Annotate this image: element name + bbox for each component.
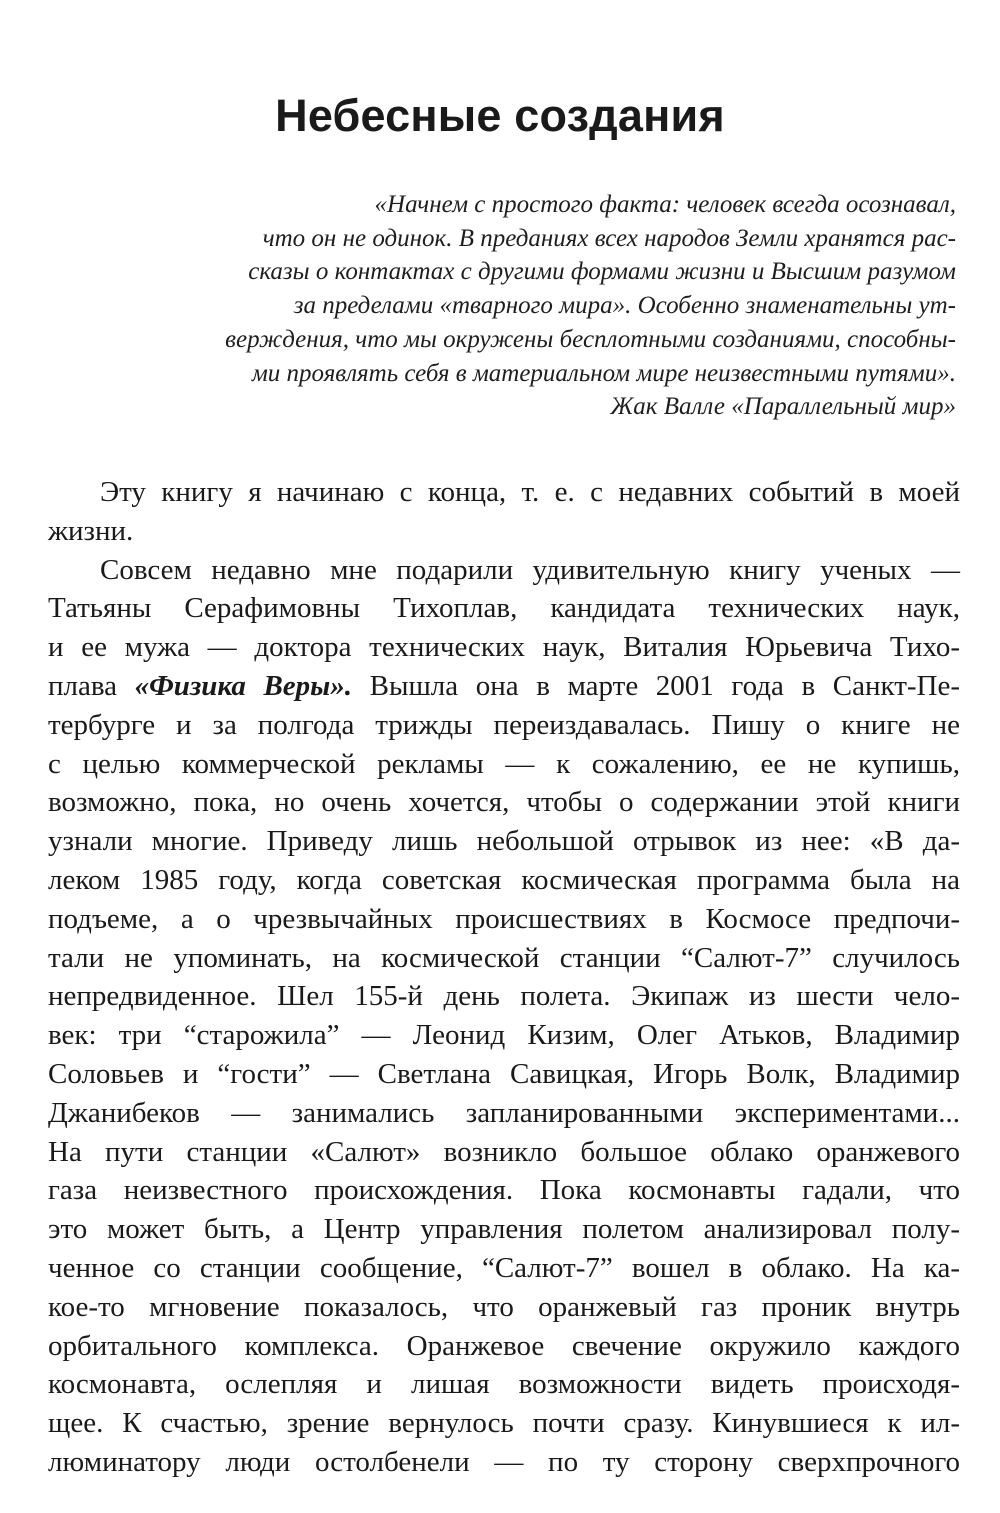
paragraph-2-line: и ее мужа — доктора технических наук, Виталия Юрьевича Тихо- [48,631,960,664]
paragraph-2-line: подъеме, а о чрезвычайных происшествиях в Космосе предпочи- [48,902,960,935]
line-end-text: Вышла она в марте 2001 года в Санкт-Пе- [352,669,961,702]
paragraph-2-line: тали не упоминать, на космической станции “Салют-7” случилось [48,941,960,974]
paragraph-2-line: орбитального комплекса. Оранжевое свечение окружило каждого [48,1329,960,1362]
epigraph-line: ми проявлять себя в материальном мире неизвестными путями». [251,359,956,387]
body-text [48,473,960,1482]
epigraph-line: сказы о контактах с другими формами жизни и Высшим разумом [248,258,956,286]
paragraph-2-line: Татьяны Серафимовны Тихоплав, кандидата технических наук, [48,592,960,625]
paragraph-2-line: кое-то мгновение показалось, что оранжевый газ проник внутрь [48,1290,960,1323]
paragraph-2-line: тербурге и за полгода трижды переиздавалась. Пишу о книге не [48,708,960,741]
epigraph-attribution: Жак Валле «Параллельный мир» [610,393,956,421]
paragraph-2-line: Совсем недавно мне подарили удивительную книгу ученых — [100,553,960,586]
paragraph-2-line [48,667,960,706]
paragraph-2-line: Соловьев и “гости” — Светлана Савицкая, Игорь Волк, Владимир [48,1057,960,1090]
paragraph-1-line: Эту книгу я начинаю с конца, т. е. с недавних событий в моей [100,476,960,508]
paragraph-2-line: с целью коммерческой рекламы — к сожалению, ее не купишь, [48,747,960,780]
paragraph-2-line: узнали многие. Приведу лишь небольшой отрывок из нее: «В да- [48,825,960,858]
paragraph-2-line: это может быть, а Центр управления полетом анализировал полу- [48,1213,960,1246]
line-start-text: плава [48,669,135,702]
paragraph-2-line: ченное со станции сообщение, “Салют-7” вошел в облако. На ка- [48,1251,960,1284]
epigraph-line: что он не одинок. В преданиях всех народов Земли хранятся рас- [262,224,956,252]
paragraph-2-line: На пути станции «Салют» возникло большое облако оранжевого [48,1135,960,1168]
paragraph-2-line: щее. К счастью, зрение вернулось почти сразу. Кинувшиеся к ил- [48,1407,960,1440]
epigraph-line: за пределами «тварного мира». Особенно знаменательны ут- [293,292,956,320]
epigraph-line: верждения, что мы окружены бесплотными созданиями, способны- [225,325,956,353]
paragraph-2-line: люминатору люди остолбенели — по ту сторону сверхпрочного [48,1445,960,1478]
paragraph-2-line: непредвиденное. Шел 155-й день полета. Экипаж из шести чело- [48,980,960,1013]
paragraph-2-line: Джанибеков — занимались запланированными экспериментами... [48,1096,960,1129]
book-title: «Физика Веры». [134,669,353,702]
paragraph-2-line: век: три “старожила” — Леонид Кизим, Олег Атьков, Владимир [48,1019,960,1052]
paragraph-1-line: жизни. [48,514,134,547]
paragraph-2-line: возможно, пока, но очень хочется, чтобы о содержании этой книги [48,786,960,819]
epigraph-line: «Начнем с простого факта: человек всегда осознавал, [374,191,956,218]
paragraph-2-line: газа неизвестного происхождения. Пока космонавты гадали, что [48,1174,960,1207]
chapter-title: Небесные создания [275,90,725,141]
epigraph [196,188,956,424]
paragraph-2-line: космонавта, ослепляя и лишая возможности видеть происходя- [48,1368,960,1401]
paragraph-2-line: леком 1985 году, когда советская космическая программа была на [48,863,960,896]
